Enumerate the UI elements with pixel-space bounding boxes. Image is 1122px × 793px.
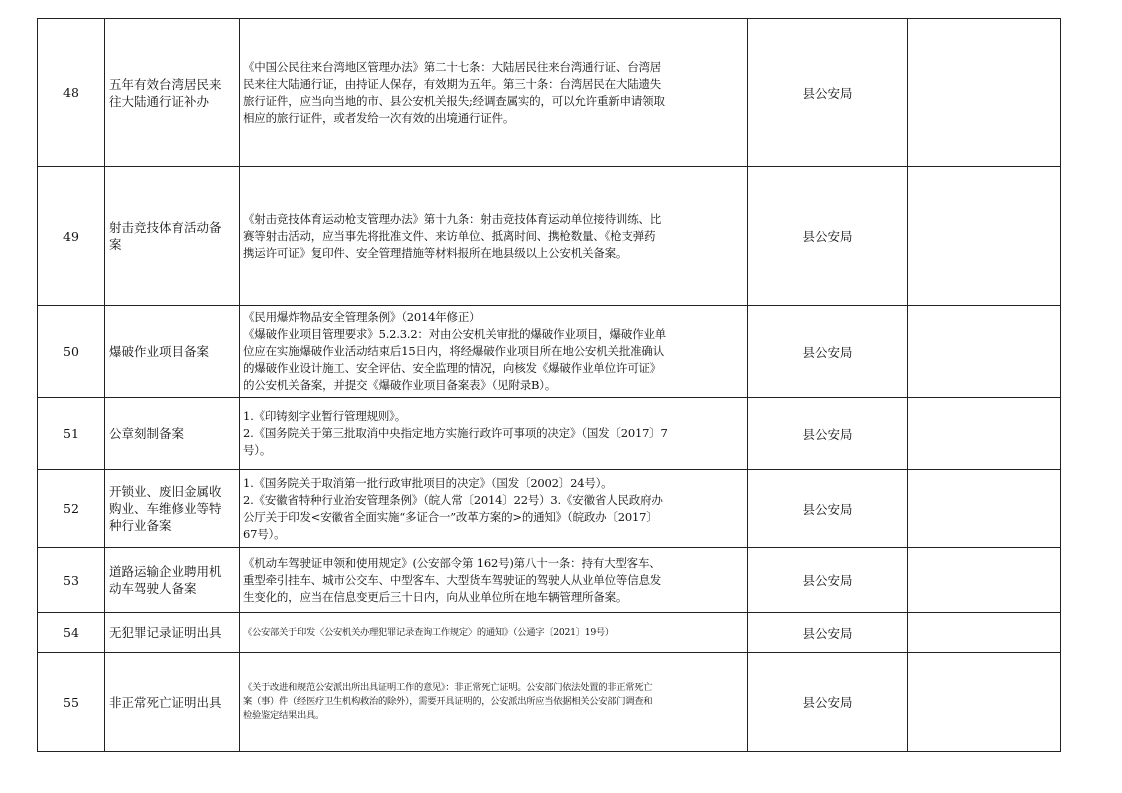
matter-name-line: 五年有效台湾居民来 <box>109 76 222 92</box>
matter-name-line: 种行业备案 <box>109 518 172 533</box>
matter-name-line: 开锁业、废旧金属收 <box>109 484 222 499</box>
matter-name <box>105 653 240 752</box>
row-number: 53 <box>38 548 105 613</box>
legal-basis <box>240 19 748 167</box>
legal-basis-line: 《爆破作业项目管理要求》5.2.3.2：对由公安机关审批的爆破作业项目，爆破作业单 <box>243 327 667 341</box>
matter-name-line: 无犯罪记录证明出具 <box>109 625 222 640</box>
matter-name-line: 爆破作业项目备案 <box>109 344 210 359</box>
table-row <box>38 470 1061 548</box>
remark-cell <box>908 470 1061 548</box>
legal-basis-line: 重型牵引挂车、城市公交车、中型客车、大型货车驾驶证的驾驶人从业单位等信息发 <box>243 572 662 587</box>
matter-name <box>105 470 240 548</box>
department: 县公安局 <box>748 548 908 613</box>
department: 县公安局 <box>748 470 908 548</box>
legal-basis-line: 检验鉴定结果出具。 <box>243 710 324 721</box>
matter-name-line: 动车驾驶人备案 <box>109 581 197 596</box>
legal-basis <box>240 167 748 306</box>
department: 县公安局 <box>748 653 908 752</box>
legal-basis-line: 《中国公民往来台湾地区管理办法》第二十七条：大陆居民往来台湾通行证、台湾居 <box>243 59 662 74</box>
legal-basis-line: 携运许可证》复印件、安全管理措施等材料报所在地县级以上公安机关备案。 <box>243 245 628 260</box>
matter-name-line: 公章刻制备案 <box>109 426 185 441</box>
matter-name-line: 案 <box>109 237 122 252</box>
legal-basis-line: 《民用爆炸物品安全管理条例》（2014年修正） <box>243 310 481 324</box>
matter-name <box>105 548 240 613</box>
remark-cell <box>908 167 1061 306</box>
row-number: 48 <box>38 19 105 167</box>
legal-basis-line: 《关于改进和规范公安派出所出具证明工作的意见》：非正常死亡证明。公安部门依法处置的非正常死亡 <box>243 682 653 693</box>
table-row <box>38 548 1061 613</box>
department: 县公安局 <box>748 398 908 470</box>
table-row <box>38 613 1061 653</box>
legal-basis-line: 案（事）件（经医疗卫生机构救治的除外），需要开具证明的，公安派出所应当依据相关公安部门调查和 <box>243 696 653 707</box>
remark-cell <box>908 398 1061 470</box>
remark-cell <box>908 19 1061 167</box>
legal-basis-line: 《机动车驾驶证申领和使用规定》(公安部令第 162号)第八十一条：持有大型客车、 <box>243 555 661 570</box>
legal-basis <box>240 548 748 613</box>
legal-basis-line: 赛等射击活动，应当事先将批准文件、来访单位、抵离时间、携枪数量、《枪支弹药 <box>243 228 656 243</box>
matter-name <box>105 19 240 167</box>
legal-basis-line: 生变化的，应当在信息变更后三十日内，向从业单位所在地车辆管理所备案。 <box>243 589 628 604</box>
table-body <box>38 19 1061 752</box>
table-row <box>38 167 1061 306</box>
legal-basis-line: 的公安机关备案，并提交《爆破作业项目备案表》（见附录B）。 <box>243 378 557 392</box>
department: 县公安局 <box>748 19 908 167</box>
matter-name-line: 往大陆通行证补办 <box>109 93 210 109</box>
remark-cell <box>908 653 1061 752</box>
legal-basis-line: 《公安部关于印发〈公安机关办理犯罪记录查询工作规定〉的通知》（公通字〔2021〕19号） <box>243 626 614 638</box>
department: 县公安局 <box>748 167 908 306</box>
table-row <box>38 19 1061 167</box>
legal-basis-line: 号）。 <box>243 443 272 457</box>
matter-name <box>105 398 240 470</box>
legal-basis-line: 民来往大陆通行证，由持证人保存，有效期为五年。第三十条：台湾居民在大陆遗失 <box>243 76 662 91</box>
row-number: 51 <box>38 398 105 470</box>
legal-basis-line: 位应在实施爆破作业活动结束后15日内，将经爆破作业项目所在地公安机关批准确认 <box>243 344 665 358</box>
matter-name <box>105 613 240 653</box>
department: 县公安局 <box>748 306 908 398</box>
row-number: 54 <box>38 613 105 653</box>
remark-cell <box>908 613 1061 653</box>
matter-name-line: 购业、车维修业等特 <box>109 501 222 516</box>
legal-basis <box>240 613 748 653</box>
matter-name <box>105 167 240 306</box>
row-number: 55 <box>38 653 105 752</box>
matter-name-line: 射击竞技体育活动备 <box>109 220 222 235</box>
legal-basis-line: 公厅关于印发<安徽省全面实施“多证合一”改革方案的>的通知》（皖政办〔2017〕 <box>243 509 658 524</box>
legal-basis-line: 2.《国务院关于第三批取消中央指定地方实施行政许可事项的决定》（国发〔2017〕7 <box>243 426 668 440</box>
legal-basis <box>240 470 748 548</box>
row-number: 50 <box>38 306 105 398</box>
row-number: 49 <box>38 167 105 306</box>
matter-name-line: 道路运输企业聘用机 <box>109 564 222 579</box>
legal-basis <box>240 306 748 398</box>
legal-basis-line: 1.《印铸刻字业暂行管理规则》。 <box>243 409 407 423</box>
remark-cell <box>908 548 1061 613</box>
legal-basis-line: 的爆破作业设计施工、安全评估、安全监理的情况，向核发《爆破作业单位许可证》 <box>243 361 662 375</box>
row-number: 52 <box>38 470 105 548</box>
legal-basis <box>240 398 748 470</box>
table-row <box>38 653 1061 752</box>
legal-basis-line: 《射击竞技体育运动枪支管理办法》第十九条：射击竞技体育运动单位接待训练、比 <box>243 211 662 226</box>
legal-basis-line: 1.《国务院关于取消第一批行政审批项目的决定》（国发〔2002〕24号）。 <box>243 475 613 490</box>
legal-basis <box>240 653 748 752</box>
legal-basis-line: 2.《安徽省特种行业治安管理条例》（皖人常〔2014〕22号）3.《安徽省人民政府办 <box>243 492 663 507</box>
matter-name-line: 非正常死亡证明出具 <box>109 694 222 710</box>
legal-basis-line: 67号）。 <box>243 526 286 541</box>
matters-table <box>37 18 1061 752</box>
table-row <box>38 398 1061 470</box>
department: 县公安局 <box>748 613 908 653</box>
table-row <box>38 306 1061 398</box>
remark-cell <box>908 306 1061 398</box>
legal-basis-line: 旅行证件，应当向当地的市、县公安机关报失;经调查属实的，可以允许重新申请领取 <box>243 93 665 108</box>
legal-basis-line: 相应的旅行证件，或者发给一次有效的出境通行证件。 <box>243 110 515 125</box>
matter-name <box>105 306 240 398</box>
